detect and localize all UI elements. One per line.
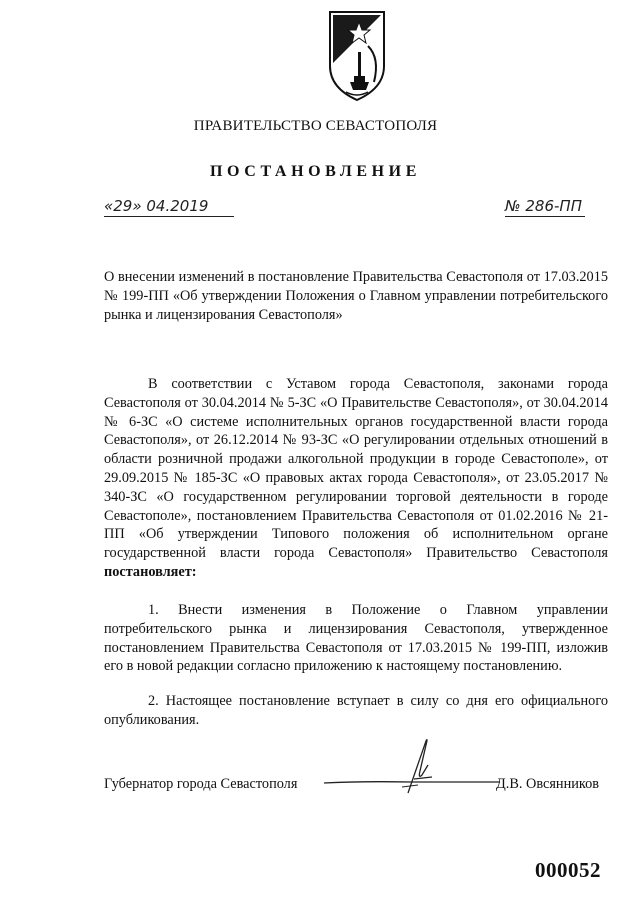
- preamble-paragraph: [104, 375, 608, 582]
- sevastopol-emblem: [328, 8, 386, 104]
- handwritten-signature: [322, 735, 502, 797]
- document-code: 000052: [535, 858, 601, 882]
- signatory-name: Д.В. Овсянников: [496, 776, 599, 792]
- document-type: ПОСТАНОВЛЕНИЕ: [210, 163, 421, 180]
- organization-name: ПРАВИТЕЛЬСТВО СЕВАСТОПОЛЯ: [193, 118, 438, 134]
- document-date: «29» 04.2019: [104, 197, 234, 217]
- preamble-text: В соответствии с Уставом города Севастополя, законами города Севастополя от 30.04.2014 № 5-ЗС «О Правительстве Севастополя», от 30.04.2014 № 6-ЗС «О системе исполнительных органов государственной власти города Севастополя», от 26.12.2014 № 93-ЗС «О регулировании отдельных отношений в области розничной продажи алкогольной продукции в городе Севастополе», от 29.09.2015 № 185-ЗС «О правовых актах города Севастополя», от 23.05.2017 № 340-ЗС «О государственном регулировании торговой деятельности в городе Севастополе», постановлением Правительства Севастополя от 01.02.2016 № 21-ПП «Об утверждении Типового положения об исполнительном органе государственной власти города Севастополя» Правительство Севастополя: [104, 376, 608, 562]
- item-2-paragraph: 2. Настоящее постановление вступает в силу со дня его официального опубликования.: [104, 693, 608, 728]
- document-number: № 286-ПП: [505, 197, 585, 217]
- document-title: О внесении изменений в постановление Правительства Севастополя от 17.03.2015 № 199-ПП «Об утверждении Положения о Главном управлении потребительского рынка и лицензирования Севастополя»: [104, 269, 608, 323]
- item-1-paragraph: 1. Внести изменения в Положение о Главном управлении потребительского рынка и лицензирования Севастополя, утвержденное постановлением Правительства Севастополя от 17.03.2015 № 199-ПП, изложив его в новой редакции согласно приложению к настоящему постановлению.: [104, 602, 608, 675]
- signatory-position: Губернатор города Севастополя: [104, 776, 298, 792]
- decree-word: постановляет:: [104, 563, 197, 580]
